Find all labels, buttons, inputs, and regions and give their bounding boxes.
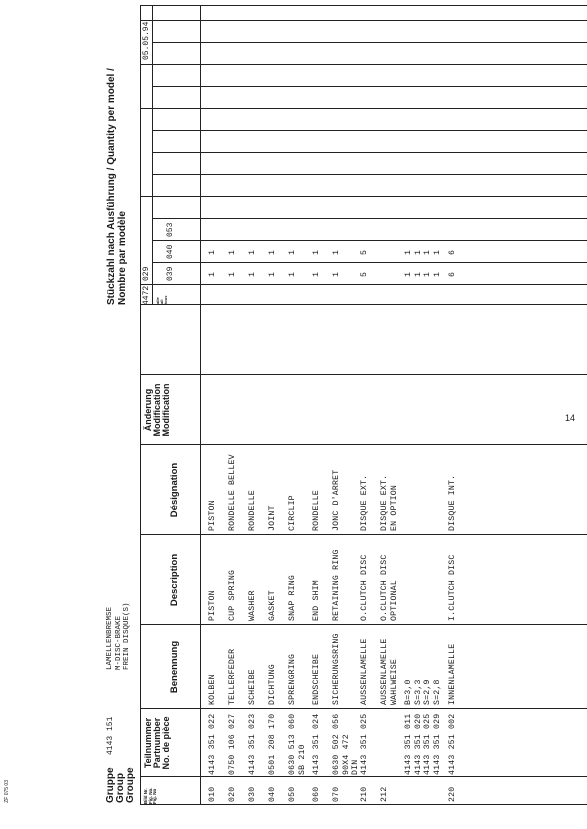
row-designation: PISTON [208,500,217,531]
row-description: END SHIM [312,580,321,621]
row-designation: RONDELLE [248,490,257,531]
col-header-fig-no: Bild Nr. Fig. No. Fig. No [143,787,157,804]
row-benennung: DICHTUNG [268,664,277,705]
col-line [140,374,587,375]
col-line [140,708,587,709]
row-qty-039: 1 [332,271,341,277]
row-part-number: 4143 351 022 [208,713,217,775]
col-line [140,108,587,109]
row-description: SNAP RING [288,574,297,621]
row-position: 050 [288,786,297,802]
row-benennung: TELLERFEDER [228,648,237,705]
group-label: Gruppe Group Groupe [105,767,136,803]
row-designation: JONC D'ARRET [332,469,341,531]
rotated-sheet [104,5,587,805]
col-header-all: alle all tous [155,295,168,304]
row-position: 210 [360,786,369,802]
col-line [152,218,587,219]
col-line [140,624,587,625]
row-qty-040: 1 [208,249,217,255]
document-code: ZF 075 03 [4,780,10,803]
row-qty-040: 1 [248,249,257,255]
row-part-number: 4143 351 023 [248,713,257,775]
model-053: 053 [166,222,175,237]
row-position: 070 [332,786,341,802]
col-line [152,130,587,131]
row-qty-040: 1 [228,249,237,255]
row-benennung: AUSSENLAMELLE WAHLWEISE [380,638,399,705]
row-position: 212 [380,786,389,802]
row-part-number: 0501 208 170 [268,713,277,775]
row-position: 030 [248,786,257,802]
row-description: GASKET [268,590,277,621]
page-number: 14 [564,413,575,423]
header-separator [200,5,201,805]
row-designation: DISQUE EXT. EN OPTION [380,474,399,531]
row-qty-040: 1 1 1 1 [404,249,442,255]
row-designation: RONDELLE BELLEV [228,454,237,531]
row-designation: JOINT [268,505,277,531]
row-description: WASHER [248,590,257,621]
row-qty-040: 1 [268,249,277,255]
row-qty-040: 5 [360,249,369,255]
row-description: PISTON [208,590,217,621]
model-039: 039 [166,266,175,281]
group-title-en: M-DISC-BRAKE [114,615,123,670]
row-benennung: SCHEIBE [248,669,257,705]
col-header-modification: Änderung Modification Modification [143,383,171,437]
col-line [140,20,587,21]
row-qty-039: 6 [448,271,457,277]
group-number: 4143 151 [106,716,115,755]
row-qty-040: 1 [312,249,321,255]
col-line [152,174,587,175]
row-part-number: 4143 351 011 4143 351 020 4143 351 025 4143 351 029 [404,713,442,775]
row-part-number: 0750 106 027 [228,713,237,775]
col-line [152,42,587,43]
row-position: 040 [268,786,277,802]
row-qty-039: 1 [268,271,277,277]
row-designation: DISQUE EXT. [360,474,369,531]
model-base-number: 4472 029 [142,266,151,305]
row-benennung: B=3,0 S=3,3 S=2,9 S=2,8 [404,679,442,705]
group-title-fr: FREIN DISQUE(S) [123,602,131,670]
row-designation: CIRCLIP [288,495,297,531]
col-line [140,284,587,285]
col-line [140,776,587,777]
row-benennung: INNENLAMELLE [448,643,457,705]
row-part-number-suffix: SB 210 [297,744,307,775]
row-position: 020 [228,786,237,802]
row-part-number: 0630 502 056 [332,713,341,775]
col-line [140,64,587,65]
col-line [152,240,587,241]
row-benennung: AUSSENLAMELLE [360,638,369,705]
row-description: CUP SPRING [228,569,237,621]
row-designation: RONDELLE [312,490,321,531]
model-header-line [152,5,153,305]
row-qty-039: 1 [228,271,237,277]
col-line [140,444,587,445]
row-benennung: SPRENGRING [288,653,297,705]
col-header-benennung: Benennung [169,640,180,694]
date-stamp: 05.05.94 [142,21,151,60]
row-description: RETAINING RING [332,549,341,621]
row-qty-039: 1 [312,271,321,277]
quantity-title: Stückzahl nach Ausführung / Quantity per model / [106,68,117,305]
row-part-number-suffix: 90X4 472 [341,734,351,775]
row-benennung: KOLBEN [208,674,217,705]
group-title-de: LAMELLENBREMSE [106,606,114,670]
row-qty-039: 1 1 1 1 [404,271,442,277]
row-description: O.CLUTCH DISC OPTIONAL [380,554,399,621]
col-header-partnumber: Teilnummer Partnumber No. de pièce [143,716,171,770]
row-benennung: SICHERUNGSRING [332,633,341,705]
row-position: 010 [208,786,217,802]
row-qty-039: 5 [360,271,369,277]
row-qty-039: 1 [248,271,257,277]
col-line [140,304,587,305]
row-part-number: 4143 351 025 [360,713,369,775]
row-qty-039: 1 [288,271,297,277]
row-qty-040: 1 [288,249,297,255]
row-qty-039: 1 [208,271,217,277]
row-qty-040: 6 [448,249,457,255]
row-part-number: 4143 251 002 [448,713,457,775]
col-line [152,86,587,87]
row-position: 060 [312,786,321,802]
row-designation: DISQUE INT. [448,474,457,531]
col-header-designation: Désignation [169,462,180,518]
col-line [140,534,587,535]
group-titles [106,602,132,670]
col-header-description: Description [169,553,180,607]
row-part-number: 0630 513 060 [288,713,297,775]
row-part-number-suffix: DIN [351,759,360,775]
quantity-title-fr: Nombre par modèle [117,211,128,305]
row-description: O.CLUTCH DISC [360,554,369,621]
row-description: I.CLUTCH DISC [448,554,457,621]
col-line [152,262,587,263]
col-line [152,152,587,153]
row-benennung: ENDSCHEIBE [312,653,321,705]
col-line [140,196,587,197]
row-part-number: 4143 351 024 [312,713,321,775]
row-qty-040: 1 [332,249,341,255]
row-position: 220 [448,786,457,802]
model-040: 040 [166,244,175,259]
